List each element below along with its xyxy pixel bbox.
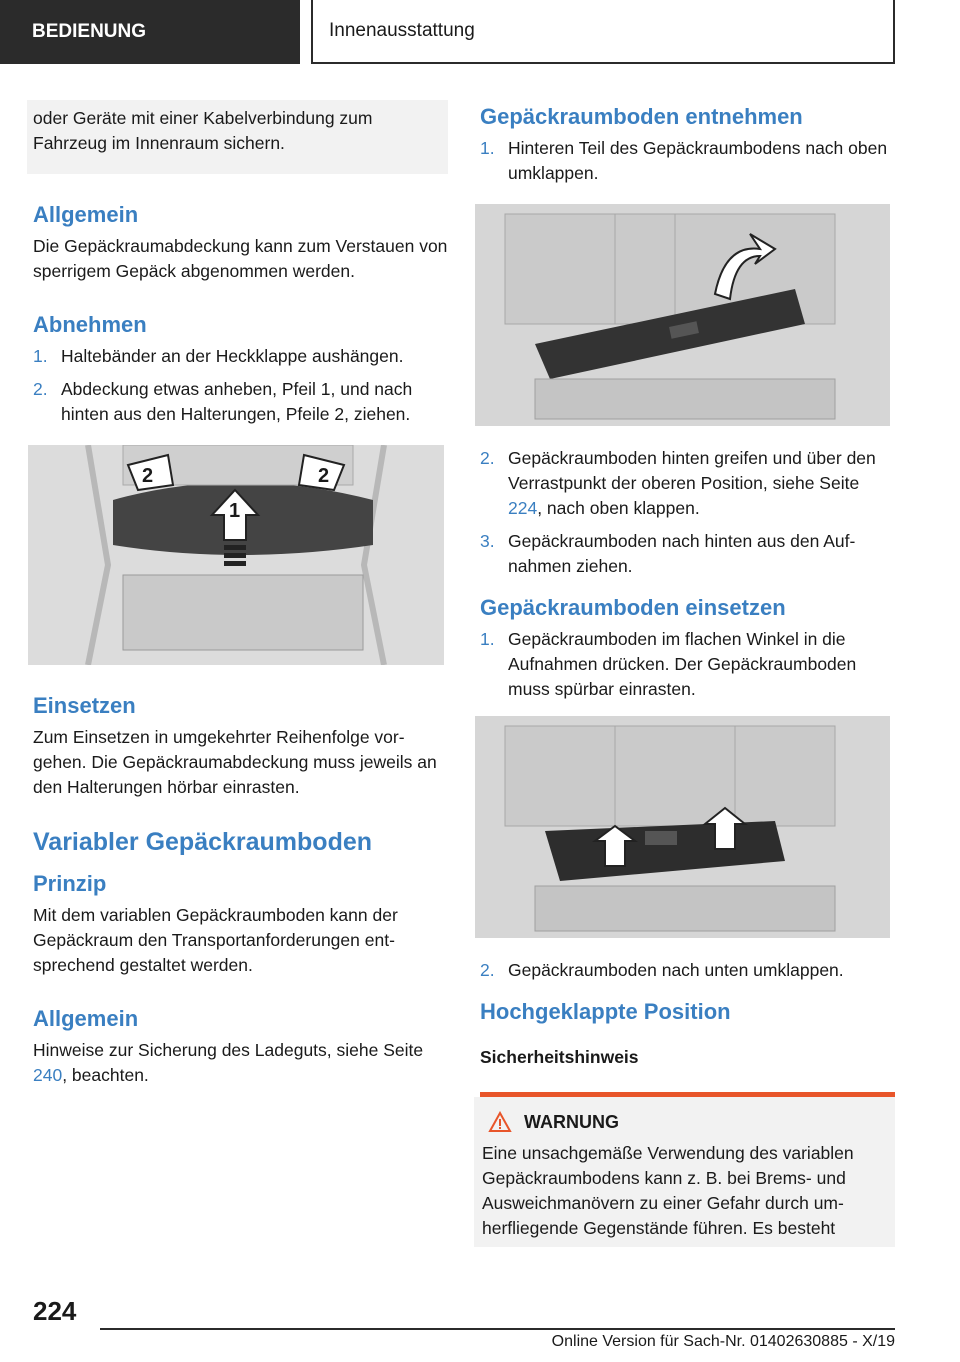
trunk-cover-illustration	[28, 445, 444, 665]
heading-prinzip: Prinzip	[33, 871, 107, 896]
floor-insert-figure	[475, 716, 890, 938]
allgemein-2-text	[33, 1038, 448, 1088]
step-number: 3.	[480, 531, 495, 551]
step-number: 2.	[480, 448, 495, 468]
text-segment: , beachten.	[62, 1065, 149, 1085]
list-item	[33, 344, 448, 369]
floor-fold-figure	[475, 204, 890, 426]
footer-version-text: Online Version für Sach-Nr. 01402630885 - X/19	[551, 1333, 895, 1350]
warning-title: WARNUNG	[524, 1111, 619, 1132]
step-text: Gepäckraumboden nach hinten aus den Aufnahmen ziehen.	[508, 531, 856, 576]
heading-allgemein: Allgemein	[33, 202, 139, 227]
chapter-tab	[311, 0, 895, 64]
warning-box	[474, 1097, 895, 1247]
subheading-sicherheitshinweis: Sicherheitshinweis	[480, 1047, 639, 1067]
step-number: 2.	[480, 960, 495, 980]
step-text: Hinteren Teil des Gepäckraumbodens nach oben umklappen.	[508, 138, 888, 183]
heading-abnehmen: Abnehmen	[33, 312, 147, 337]
section-tab	[0, 0, 300, 64]
list-item	[480, 529, 895, 579]
list-item	[33, 377, 448, 427]
step-number: 1.	[480, 138, 495, 158]
prinzip-text: Mit dem variablen Gepäckraumboden kann der Gepäckraum den Transportanforderungen entsprechend gestaltet werden.	[33, 905, 398, 975]
allgemein-text: Die Gepäckraumabdeckung kann zum Verstauen von sperrigem Gepäck abgenommen werden.	[33, 236, 448, 281]
step-number: 1.	[480, 629, 495, 649]
abnehmen-steps	[33, 344, 448, 427]
heading-einsetzen-boden: Gepäckraumboden einsetzen	[480, 595, 786, 620]
einsetzen-steps-b	[480, 958, 895, 983]
section-title: BEDIENUNG	[32, 21, 147, 42]
step-text: Abdeckung etwas anheben, Pfeil 1, und nach hinten aus den Halterungen, Pfeile 2, ziehen.	[61, 379, 413, 424]
luggage-floor-insert-illustration	[475, 716, 890, 938]
warning-text: Eine unsachgemäße Verwendung des variablen Gepäckraumbodens kann z. B. bei Brems- und Ausweichmanövern zu einer Gefahr durch umherfliegende Gegenstände führen. Es besteht	[482, 1143, 854, 1238]
text-segment: , nach oben klappen.	[537, 498, 700, 518]
text-segment: Gepäckraumboden hinten greifen und über den Verrastpunkt der oberen Position, siehe Seite	[508, 448, 876, 493]
heading-variabler-boden: Variabler Gepäckraumboden	[33, 828, 373, 856]
entnehmen-steps-b	[480, 446, 895, 579]
chapter-title: Innenausstattung	[329, 20, 475, 41]
page-number: 224	[33, 1296, 77, 1326]
page-link-240[interactable]: 240	[33, 1065, 63, 1085]
figure-label: 1	[229, 500, 241, 522]
list-item	[480, 136, 895, 186]
entnehmen-steps-a	[480, 136, 895, 186]
figure-label: 2	[318, 465, 330, 487]
step-text: Gepäckraumboden im flachen Winkel in die Aufnahmen drücken. Der Gepäckraumboden muss spürbar einrasten.	[508, 629, 857, 699]
heading-allgemein-2: Allgemein	[33, 1006, 139, 1031]
figure-label: 2	[142, 465, 154, 487]
text-segment: Hinweise zur Sicherung des Ladeguts, siehe Seite	[33, 1040, 424, 1060]
left-column	[33, 100, 448, 1088]
einsetzen-text: Zum Einsetzen in umgekehrter Reihenfolge vorgehen. Die Gepäckraumabdeckung muss jeweils an den Halterungen hörbar einrasten.	[33, 727, 437, 797]
list-item	[480, 627, 895, 702]
luggage-floor-illustration	[475, 204, 890, 426]
cover-removal-figure	[28, 445, 444, 665]
step-text	[508, 448, 876, 518]
step-text: Gepäckraumboden nach unten umklappen.	[508, 960, 844, 980]
warning-triangle-icon	[488, 1111, 512, 1133]
step-text: Haltebänder an der Heckklappe aushängen.	[61, 346, 404, 366]
heading-hochgeklappt: Hochgeklappte Position	[480, 999, 731, 1024]
list-item	[480, 958, 895, 983]
heading-entnehmen: Gepäckraumboden entnehmen	[480, 104, 803, 129]
einsetzen-steps-a	[480, 627, 895, 702]
page-link-224[interactable]: 224	[508, 498, 538, 518]
list-item	[480, 446, 895, 521]
continued-note	[27, 100, 448, 174]
right-column	[480, 98, 895, 1247]
heading-einsetzen: Einsetzen	[33, 693, 136, 718]
step-number: 2.	[33, 379, 48, 399]
warning-header	[482, 1111, 889, 1133]
note-text: oder Geräte mit einer Kabelverbindung zum Fahrzeug im Innenraum sichern.	[33, 108, 373, 153]
step-number: 1.	[33, 346, 48, 366]
footer-divider	[100, 1328, 895, 1330]
